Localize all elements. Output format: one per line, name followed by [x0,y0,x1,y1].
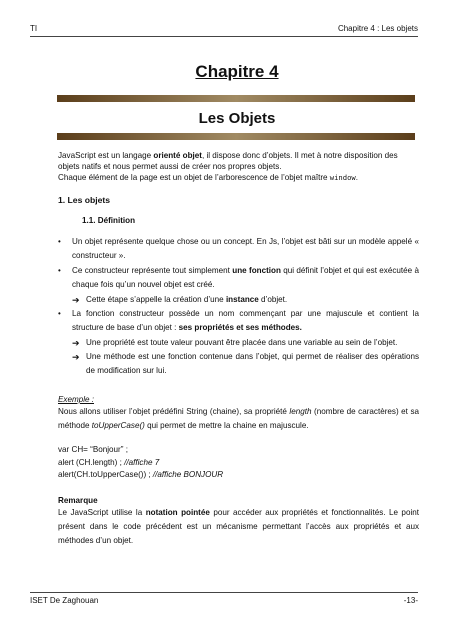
chapter-title: Chapitre 4 [195,62,279,81]
chapter-subtitle: Les Objets [198,110,276,127]
example-text: Nous allons utiliser l’objet prédéfini String (chaine), sa propriété length (nombre de caractères) et sa méthode toUpperCase() qui permet de mettre la chaine en majuscule. [58,407,419,430]
header-course: TI [30,24,38,33]
bullet-icon: • [58,266,61,275]
arrow-icon: ➔ [72,352,80,362]
window-code: window [329,173,356,182]
code-line: alert(CH.toUpperCase()) ; //affiche BONJOUR [58,470,224,479]
page-header [30,24,418,37]
code-line: alert (CH.length) ; //affiche 7 [58,457,160,467]
code-example [58,444,419,482]
main-content [58,150,419,548]
list-item: • Un objet représente quelque chose ou un concept. En Js, l’objet est bâti sur un modèle appelé « constructeur ». [58,237,419,260]
page-number: -13- [403,596,418,605]
sub-list-item: ➔ Une propriété est toute valeur pouvant être placée dans une variable au sein de l’objet. [72,338,398,348]
example-label: Exemple : [58,395,94,404]
definition-list [58,235,419,378]
arrow-icon: ➔ [72,338,80,348]
bullet-icon: • [58,309,61,318]
sub-list-item: ➔ Une méthode est une fonction contenue dans l’objet, qui permet de réaliser des opérations de modification sur lui. [72,352,419,375]
decorative-bar-top [57,95,415,102]
intro-paragraph-2: Chaque élément de la page est un objet de l’arborescence de l’objet maître window. [58,173,358,182]
code-line: var CH= “Bonjour” ; [58,445,128,454]
intro-paragraph: JavaScript est un langage orienté objet, il dispose donc d’objets. Il met à notre disposition des objets natifs et nous permet aussi de créer nos propres objets. [58,151,398,171]
subsection-heading: 1.1. Définition [82,216,136,225]
list-item: • La fonction constructeur possède un nom commençant par une majuscule et contient la structure de base d’un objet : ses propriétés et ses méthodes. [58,309,419,332]
remark-text: Le JavaScript utilise la notation pointée pour accéder aux propriétés et fonctionnalités. Le point présent dans le code précédent est un mécanisme permettant l’accès aux propriétés et aux méthodes d’un objet. [58,507,419,545]
sub-list-item: ➔ Cette étape s’appelle la création d’une instance d’objet. [72,295,288,305]
header-chapter: Chapitre 4 : Les objets [337,24,418,33]
list-item: • Ce constructeur représente tout simplement une fonction qui définit l’objet et qui est exécutée à chaque fois qu’un nouvel objet est créé. [58,266,420,289]
arrow-icon: ➔ [72,295,80,305]
section-heading: 1. Les objets [58,195,111,205]
bullet-icon: • [58,237,61,246]
page-footer [30,592,418,610]
decorative-bar-bottom [57,133,415,140]
remark-title: Remarque [58,495,98,505]
footer-institution: ISET De Zaghouan [30,596,99,605]
